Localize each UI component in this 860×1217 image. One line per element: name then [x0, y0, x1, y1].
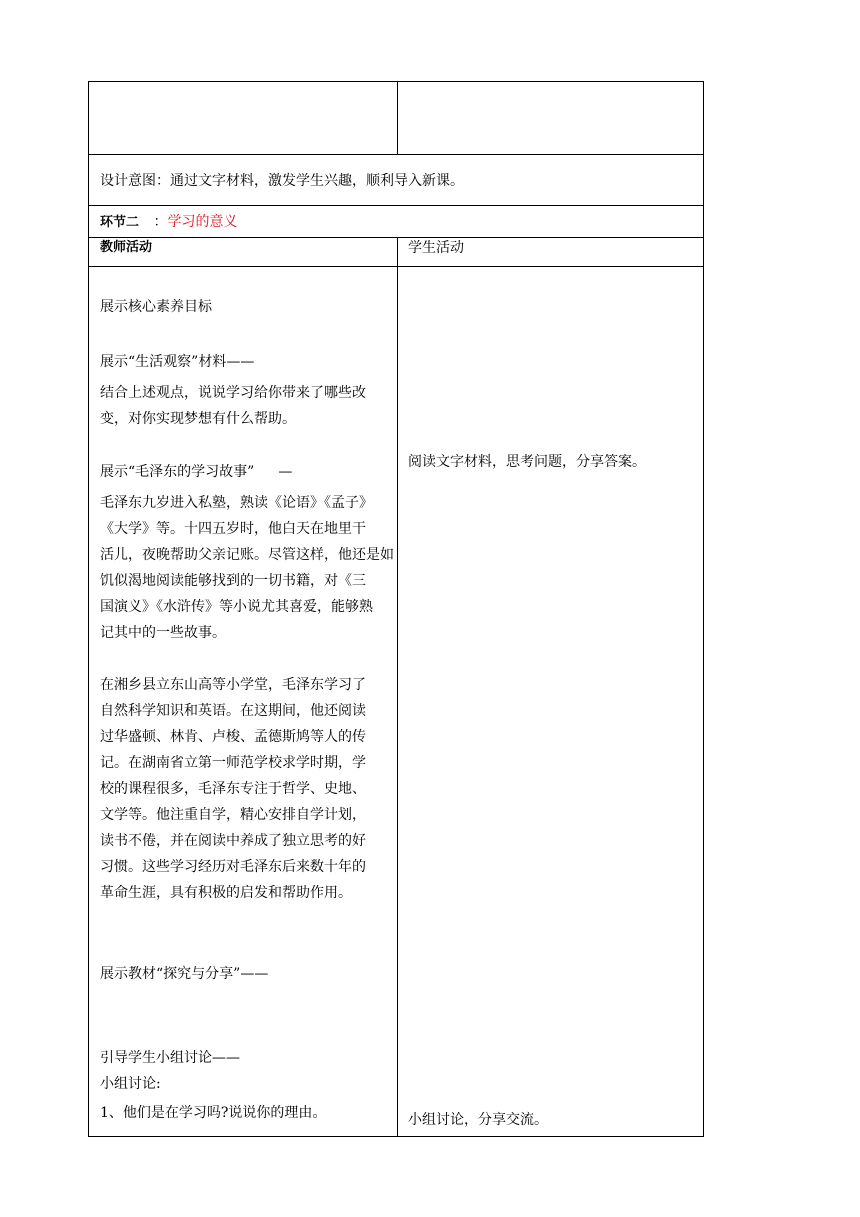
story-title-text: 展示“毛泽东的学习故事”	[100, 464, 255, 480]
column-divider	[397, 82, 398, 154]
story-title	[100, 462, 292, 482]
row-divider	[89, 205, 703, 206]
paragraph-line: 在湘乡县立东山高等小学堂，毛泽东学习了	[100, 677, 366, 693]
paragraph-line: 毛泽东九岁进入私塾，熟读《论语》《孟子》	[100, 495, 373, 511]
teacher-activity-header: 教师活动	[100, 240, 153, 255]
section-heading	[100, 212, 237, 233]
paragraph-line: 活儿，夜晚帮助父亲记账。尽管这样，他还是如	[100, 547, 394, 563]
teacher-life-observation: 展示“生活观察”材料——	[100, 354, 255, 370]
paragraph-line: 读书不倦，并在阅读中养成了独立思考的好	[100, 833, 366, 849]
student-answer-2: 小组讨论，分享交流。	[408, 1112, 548, 1128]
row-divider	[89, 154, 703, 155]
section-title: 学习的意义	[167, 214, 238, 230]
teacher-goal: 展示核心素养目标	[100, 299, 212, 315]
paragraph-line: 自然科学知识和英语。在这期间，他还阅读	[100, 703, 366, 719]
paragraph-line: 饥似渴地阅读能够找到的一切书籍，对《三	[100, 573, 366, 589]
student-answer-1: 阅读文字材料，思考问题，分享答案。	[408, 454, 646, 470]
student-activity-header: 学生活动	[408, 240, 464, 256]
paragraph-line: 革命生涯，具有积极的启发和帮助作用。	[100, 885, 352, 901]
paragraph-line: 变，对你实现梦想有什么帮助。	[100, 411, 296, 427]
teacher-explore: 展示教材“探究与分享”——	[100, 966, 269, 982]
story-title-dash: —	[278, 464, 293, 480]
paragraph-line: 结合上述观点，说说学习给你带来了哪些改	[100, 385, 366, 401]
story-paragraph-2	[100, 672, 396, 906]
paragraph-line: 国演义》《水浒传》等小说尤其喜爱，能够熟	[100, 599, 373, 615]
life-question-paragraph	[100, 380, 396, 432]
paragraph-line: 过华盛顿、林肯、卢梭、孟德斯鸠等人的传	[100, 729, 366, 745]
paragraph-line: 校的课程很多，毛泽东专注于哲学、史地、	[100, 781, 366, 797]
row-divider	[89, 237, 703, 238]
paragraph-line: 习惯。这些学习经历对毛泽东后来数十年的	[100, 859, 366, 875]
story-paragraph-1	[100, 490, 396, 646]
section-prefix: 环节二	[100, 215, 140, 230]
section-separator: ：	[153, 214, 168, 230]
row-divider	[89, 266, 703, 267]
paragraph-line: 记。在湖南省立第一师范学校求学时期，学	[100, 755, 366, 771]
paragraph-line: 记其中的一些故事。	[100, 625, 226, 641]
paragraph-line: 《大学》等。十四五岁时，他白天在地里干	[100, 521, 366, 537]
teacher-question-1: 1、他们是在学习吗?说说你的理由。	[100, 1105, 327, 1121]
paragraph-line: 文学等。他注重自学，精心安排自学计划，	[100, 807, 366, 823]
column-divider	[397, 237, 398, 1137]
teacher-group-label: 小组讨论:	[100, 1076, 161, 1092]
design-intent: 设计意图：通过文字材料，激发学生兴趣，顺利导入新课。	[100, 173, 464, 189]
teacher-guide: 引导学生小组讨论——	[100, 1050, 240, 1066]
